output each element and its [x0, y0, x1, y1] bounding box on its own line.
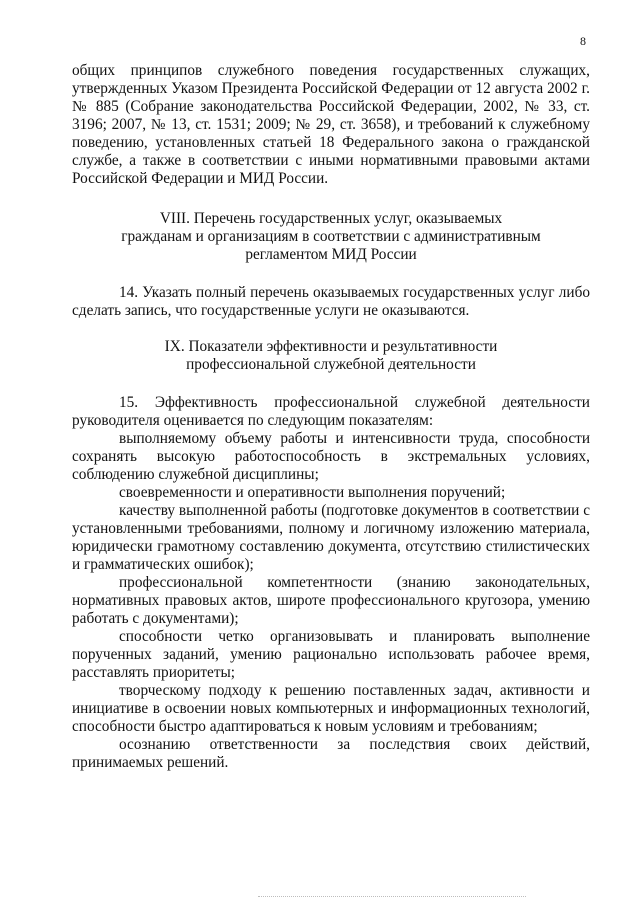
paragraph-continuation: общих принципов служебного поведения государственных служащих, утвержденных Указом Президента Российской Федерации от 12 августа 2002 г. № 885 (Собрание законодательства Российской Федерации, 2002, № 33, ст. 3196; 2007, № 13, ст. 1531; 2009; № 29, ст. 3658), и требований к служебному поведению, установленных статьей 18 Федерального закона о гражданской службе, а также в соответствии с иными нормативными правовыми актами Российской Федерации и МИД России. — [72, 62, 590, 187]
indicator-item: профессиональной компетентности (знанию законодательных, нормативных правовых актов, широте профессионального кругозора, умению работать с документами); — [72, 574, 590, 627]
indicator-item: качеству выполненной работы (подготовке документов в соответствии с установленными требованиями, полному и логичному изложению материала, юридически грамотному составлению документа, отсутствию стилистических и грамматических ошибок); — [72, 502, 590, 573]
indicator-item: выполняемому объему работы и интенсивности труда, способности сохранять высокую работоспособность в экстремальных условиях, соблюдению служебной дисциплины; — [72, 430, 590, 483]
document-body — [72, 62, 590, 772]
paragraph-15: 15. Эффективность профессиональной служебной деятельности руководителя оценивается по следующим показателям: — [72, 394, 590, 429]
scan-edge-line — [258, 896, 526, 897]
section-8-heading-line: гражданам и организациям в соответствии с административным — [121, 228, 541, 245]
indicator-item: своевременности и оперативности выполнения поручений; — [119, 484, 506, 501]
section-8-heading-line: регламентом МИД России — [245, 246, 417, 263]
section-9-heading — [72, 338, 590, 374]
indicator-item: способности четко организовывать и планировать выполнение порученных заданий, умению рационально использовать рабочее время, расставлять приоритеты; — [72, 628, 590, 681]
section-9-heading-line: IX. Показатели эффективности и результативности — [164, 338, 498, 355]
paragraph-14: 14. Указать полный перечень оказываемых государственных услуг либо сделать запись, что государственные услуги не оказываются. — [72, 284, 590, 319]
indicator-item: осознанию ответственности за последствия своих действий, принимаемых решений. — [72, 736, 590, 771]
section-9-heading-line: профессиональной служебной деятельности — [186, 356, 476, 373]
page-number: 8 — [580, 34, 586, 48]
section-8-heading — [72, 210, 590, 264]
section-8-heading-line: VIII. Перечень государственных услуг, оказываемых — [159, 210, 503, 227]
indicator-item: творческому подходу к решению поставленных задач, активности и инициативе в освоении новых компьютерных и информационных технологий, способности быстро адаптироваться к новым условиям и требованиям; — [72, 682, 590, 735]
